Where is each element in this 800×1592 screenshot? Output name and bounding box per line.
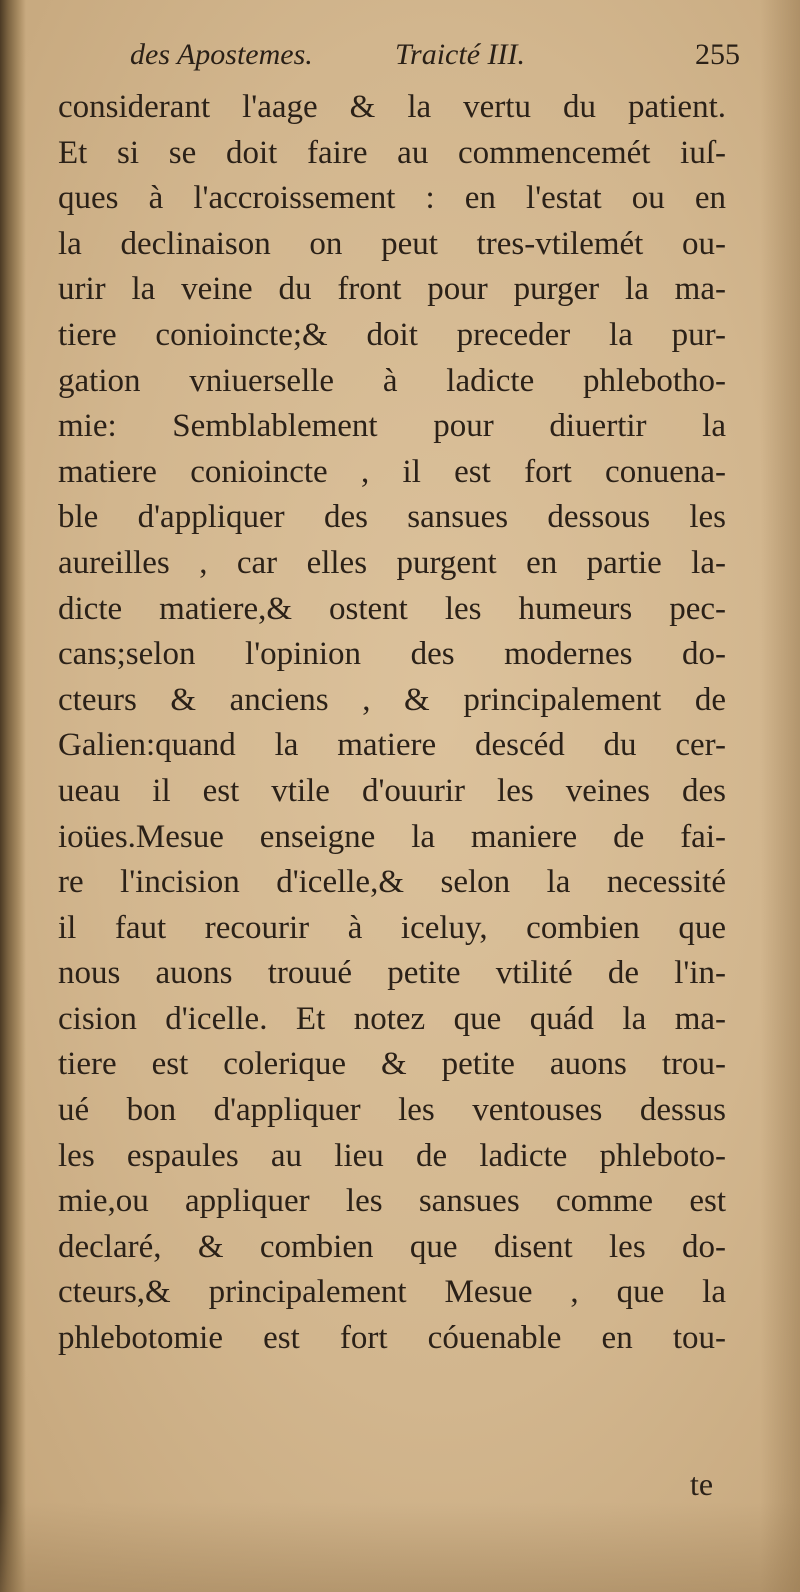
text-line: phlebotomie est fort cóuenable en tou- [58, 1320, 726, 1357]
book-binding-edge [0, 0, 26, 1592]
text-line: mie,ou appliquer les sansues comme est [58, 1183, 726, 1220]
text-line: tiere est colerique & petite auons trou- [58, 1046, 726, 1083]
catchword: te [690, 1466, 714, 1502]
text-line: re l'incision d'icelle,& selon la necessité [58, 864, 726, 901]
text-line: matiere conioincte , il est fort conuena- [58, 453, 726, 490]
text-line: cision d'icelle. Et notez que quád la ma- [58, 1000, 726, 1037]
running-head-title: des Apostemes. [130, 38, 313, 71]
body-text [58, 85, 726, 1362]
text-line: la declinaison on peut tres-vtilemét ou- [58, 225, 726, 262]
text-line: tiere conioincte;& doit preceder la pur- [58, 316, 726, 353]
text-line: urir la veine du front pour purger la ma- [58, 271, 726, 308]
page-bottom-shadow [0, 1502, 800, 1592]
text-line: aureilles , car elles purgent en partie la- [58, 544, 726, 581]
text-line: declaré, & combien que disent les do- [58, 1228, 726, 1265]
text-line: nous auons trouué petite vtilité de l'in- [58, 955, 726, 992]
text-line: cteurs & anciens , & principalement de [58, 681, 726, 718]
text-line: ué bon d'appliquer les ventouses dessus [58, 1092, 726, 1129]
text-line: il faut recourir à iceluy, combien que [58, 909, 726, 946]
text-line: dicte matiere,& ostent les humeurs pec- [58, 590, 726, 627]
running-head [130, 38, 740, 82]
text-line: Galien:quand la matiere descéd du cer- [58, 727, 726, 764]
text-line: ble d'appliquer des sansues dessous les [58, 499, 726, 536]
page-edge-shadow [760, 0, 800, 1592]
page-number: 255 [695, 38, 740, 71]
text-line: ques à l'accroissement : en l'estat ou en [58, 180, 726, 217]
text-line: gation vniuerselle à ladicte phlebotho- [58, 362, 726, 399]
text-line: cteurs,& principalement Mesue , que la [58, 1274, 726, 1311]
text-line: ueau il est vtile d'ouurir les veines des [58, 772, 726, 809]
text-line: les espaules au lieu de ladicte phleboto- [58, 1137, 726, 1174]
text-line: ioües.Mesue enseigne la maniere de fai- [58, 818, 726, 855]
text-line: considerant l'aage & la vertu du patient. [58, 89, 726, 125]
running-head-section: Traicté III. [395, 38, 525, 71]
text-line: Et si se doit faire au commencemét iuſ- [58, 134, 726, 171]
text-line: mie: Semblablement pour diuertir la [58, 408, 726, 445]
text-line: cans;selon l'opinion des modernes do- [58, 636, 726, 673]
